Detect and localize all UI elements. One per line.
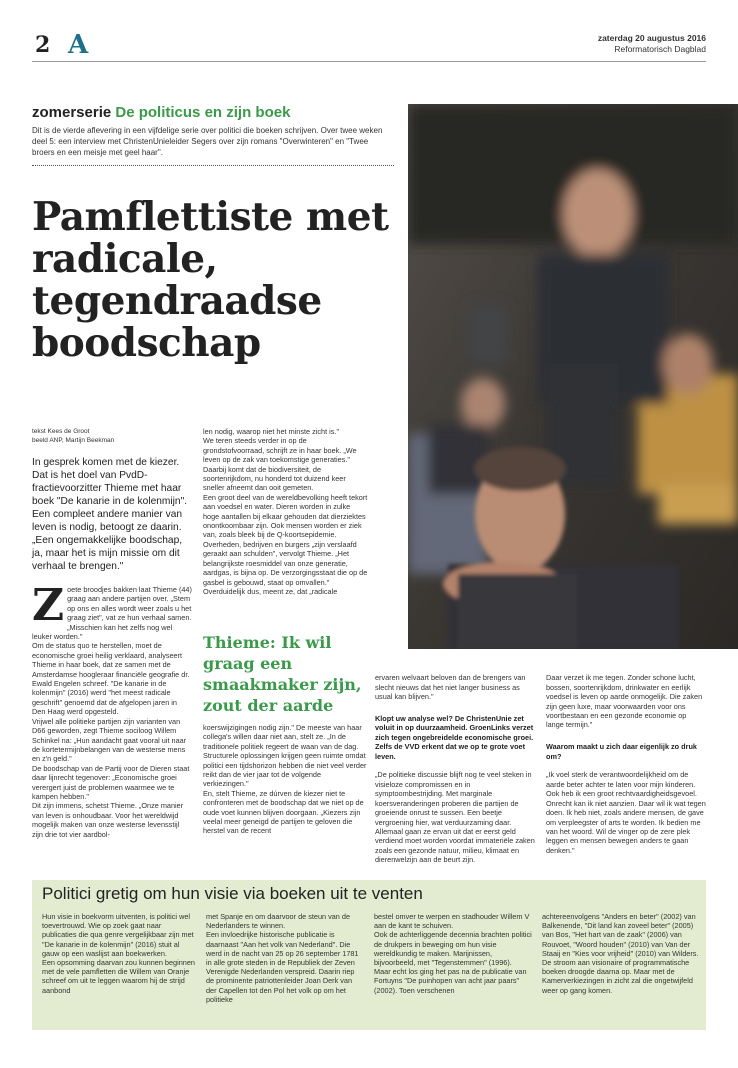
sidebar-column-3: bestel omver te werpen en stadhouder Willem V aan de kant te schuiven. Ook de achterliggende decennia brachten politici de drukpers in beweging om hun visie wereldkundig te maken. Marijnissen, bijvoorbeeld, met "Tegenstemmen" (1996). Maar echt los ging het pas na de publicatie van Fortuyns "De puinhopen van acht jaar paars" (2002). Toen verschenen xyxy=(374,912,532,995)
body-column-4 xyxy=(546,664,706,869)
body-column-1 xyxy=(32,585,192,870)
dotted-divider xyxy=(32,165,394,166)
interview-answer-1: „De politieke discussie blijft nog te veel steken in visieloze compromissen en in symptoombestrijding. Met marginale koersveranderingen proberen die partijen de groeiende onrust te sussen. Een beetje vergroening hier, wat verduurzaming daar. Allemaal gaan ze ervan uit dat er eerst geld verdiend moet worden voordat immateriële zaken zoals een gezonde natuur, milieu, klimaat en dierenwelzijn aan de beurt zijn. xyxy=(375,770,535,865)
interview-question-1: Klopt uw analyse wel? De ChristenUnie zet voluit in op duurzaamheid. GroenLinks verzet zich tegen ongebreidelde economische groei. Zelfs de VVD erkent dat we op te grote voet leven. xyxy=(375,714,534,761)
dateline xyxy=(598,33,706,55)
series-name: De politicus en zijn boek xyxy=(115,104,291,121)
credit-photo: beeld ANP, Martijn Beekman xyxy=(32,437,115,444)
section-letter: A xyxy=(68,30,89,60)
interview-question-2: Waarom maakt u zich daar eigenlijk zo druk om? xyxy=(546,742,697,761)
sidebar-title: Politici gretig om hun visie via boeken uit te venten xyxy=(42,884,423,903)
series-tag: zomerserie xyxy=(32,104,112,121)
col3-text: ervaren welvaart beloven dan de brengers van slecht nieuws dat het niet langer business as usual kan blijven." xyxy=(375,673,526,702)
body-column-2-bottom: koerswijzigingen nodig zijn." De meeste van haar collega's willen daar niet aan, stelt ze. „In de traditionele politiek regeert de waan van de dag. Structurele oplossingen krijgen geen ruimte omdat politici een tijdshorizon hebben die niet veel verder reikt dan de vier jaar tot de volgende verkiezingen." En, stelt Thieme, ze dúrven de kiezer niet te confronteren met de boodschap dat we niet op de oude voet kunnen blijven doorgaan. „Kiezers zijn veelal meer geneigd de partijen te geloven die herstel van de recent xyxy=(203,723,367,836)
credit-text: tekst Kees de Groot xyxy=(32,428,90,435)
header-rule xyxy=(32,61,706,62)
article-photo xyxy=(408,104,738,649)
body-column-2-top: len nodig, waarop niet het minste zicht is." We teren steeds verder in op de grondstofvoorraad, schrijft ze in haar boek. „We leven op de zak van toekomstige generaties." Daarbij komt dat de biodiversiteit, de soortenrijkdom, nu honderd tot duizend keer sneller afneemt dan ooit gemeten. Een groot deel van de wereldbevolking heeft tekort aan voedsel en water. Dieren worden in zulke hoge aantallen bij elkaar gehouden dat dierziektes onontkoombaar zijn. Ook mensen worden er ziek van, zoals bleek bij de Q-koortsepidemie. Overheden, bedrijven en burgers „zijn verslaafd geraakt aan schulden", vervolgt Thieme. „Het belangrijkste roesmiddel van onze generatie, aardgas, is bijna op. De verzorgingsstaat die op de gasbel is gebouwd, staat op omvallen." Overduidelijk dus, meent ze, dat „radicale xyxy=(203,427,368,596)
parliament-photo-illustration xyxy=(408,104,738,649)
page-number: 2 xyxy=(35,32,51,58)
series-intro: Dit is de vierde aflevering in een vijfdelige serie over politici die boeken schrijven. Over twee weken deel 5: een interview met ChristenUnieleider Segers over zijn romans "Overwinteren" en "Twee broers en een meisje met geel haar". xyxy=(32,126,383,157)
pull-quote: Thieme: Ik wil graag een smaakmaker zijn, zout der aarde xyxy=(203,633,362,715)
sidebar-column-2: met Spanje en om daarvoor de steun van de Nederlanders te winnen. Een invloedrijke historische publicatie is daarnaast "Aan het volk van Nederland". Die werd in de nacht van 25 op 26 september 1781 in alle grote steden in de Republiek der Zeven Verenigde Nederlanden verspreid. Daarin riep de prominente patriottenleider Joan Derk van der Capellen tot den Pol het volk op om het politieke xyxy=(206,912,359,1004)
sidebar-column-1: Hun visie in boekvorm uitventen, is politici wel toevertrouwd. Wie op zoek gaat naar publicaties die qua genre vergelijkbaar zijn met "De kanarie in de kolenmijn" (2016) stuit al gauw op een waslijst aan boekwerken. Een opsomming daarvan zou kunnen beginnen met de vele pamfletten die Willem van Oranje schreef om uit te leggen waarom hij de strijd aanbond xyxy=(42,912,195,995)
article-credits xyxy=(32,427,114,445)
article-lead: In gesprek komen met de kiezer. Dat is het doel van PvdD-fractievoorzitter Thieme met haar boek "De kanarie in de kolenmijn". Een compleet andere manier van leven is nodig, betoogt ze daarin. „Een ongemakkelijke boodschap, ja, maar het is mijn missie om dit verhaal te brengen." xyxy=(32,457,188,572)
issue-date: zaterdag 20 augustus 2016 xyxy=(597,33,706,43)
sidebar-column-4: achtereenvolgens "Anders en beter" (2002) van Balkenende, "Dit land kan zoveel beter" (2005) van Bos, "Het hart van de zaak" (2006) van Rouvoet, "Woord houden" (2010) van Van der Staaij en "Kies voor vrijheid" (2010) van Wilders. De stroom aan visionaire of programmatische boeken droogde daarna op. Maar met de Kamerverkiezingen in zicht zal die ongetwijfeld weer op gang komen. xyxy=(542,912,699,995)
col4-text: Daar verzet ik me tegen. Zonder schone lucht, bossen, soortenrijkdom, drinkwater en eerlijk voedsel is leven op aarde onmogelijk. Die zaken zijn geen luxe, maar voorwaarden voor ons voortbestaan en een gezonde economie op lange termijn." xyxy=(546,673,703,730)
drop-cap: Z xyxy=(32,585,65,631)
series-label xyxy=(32,104,290,121)
body-column-1-text: oete broodjes bakken laat Thieme (44) graag aan andere partijen over. „Stem op ons en alles wordt weer zoals u het graag ziet", vat ze hun verhaal samen. „Misschien kan het zelfs nog wel leuker worden." Om de status quo te herstellen, moet de economische groei heilig verklaard, analyseert Thieme in haar boek, dat ze samen met de Amsterdamse hoogleraar financiële geografie dr. Ewald Engelen schreef. "De kanarie in de kolenmijn" (2016) werd "het meest radicale geschrift" genoemd dat de afgelopen jaren in Den Haag werd opgesteld. Vrijwel alle politieke partijen zijn varianten van D66 geworden, zegt Thieme sociloog Willem Schinkel na: „Hun aandacht gaat vooral uit naar de kortetermijnbelangen van de westerse mens en z'n geld." De boodschap van de Partij voor de Dieren staat daar lijnrecht tegenover: „Economische groei verergert juist de problemen waarmee we te kampen hebben." Dit zijn immens, schetst Thieme. „Onze manier van leven is onhoudbaar. Voor het wereldwijd mogelijk maken van onze westerse levensstijl zijn drie tot vier aardbol- xyxy=(32,585,192,839)
body-column-3 xyxy=(375,664,535,869)
newspaper-name: Reformatorisch Dagblad xyxy=(614,44,706,54)
interview-answer-2: „Ik voel sterk de verantwoordelijkheid om de aarde beter achter te laten voor mijn kinderen. Ook heb ik een groot rechtvaardigheidsgevoel. Onrecht kan ik niet aanzien. Daar wil ik wat tegen doen. Ik heb niet, zoals andere mensen, de gave om verpleegster of arts te worden. Ik bedien me van het woord. Wil de vinger op de zere plek leggen en mensen bewegen anders te gaan denken." xyxy=(546,770,706,855)
article-headline: Pamflettiste met radicale, tegendraadse boodschap xyxy=(32,194,389,366)
